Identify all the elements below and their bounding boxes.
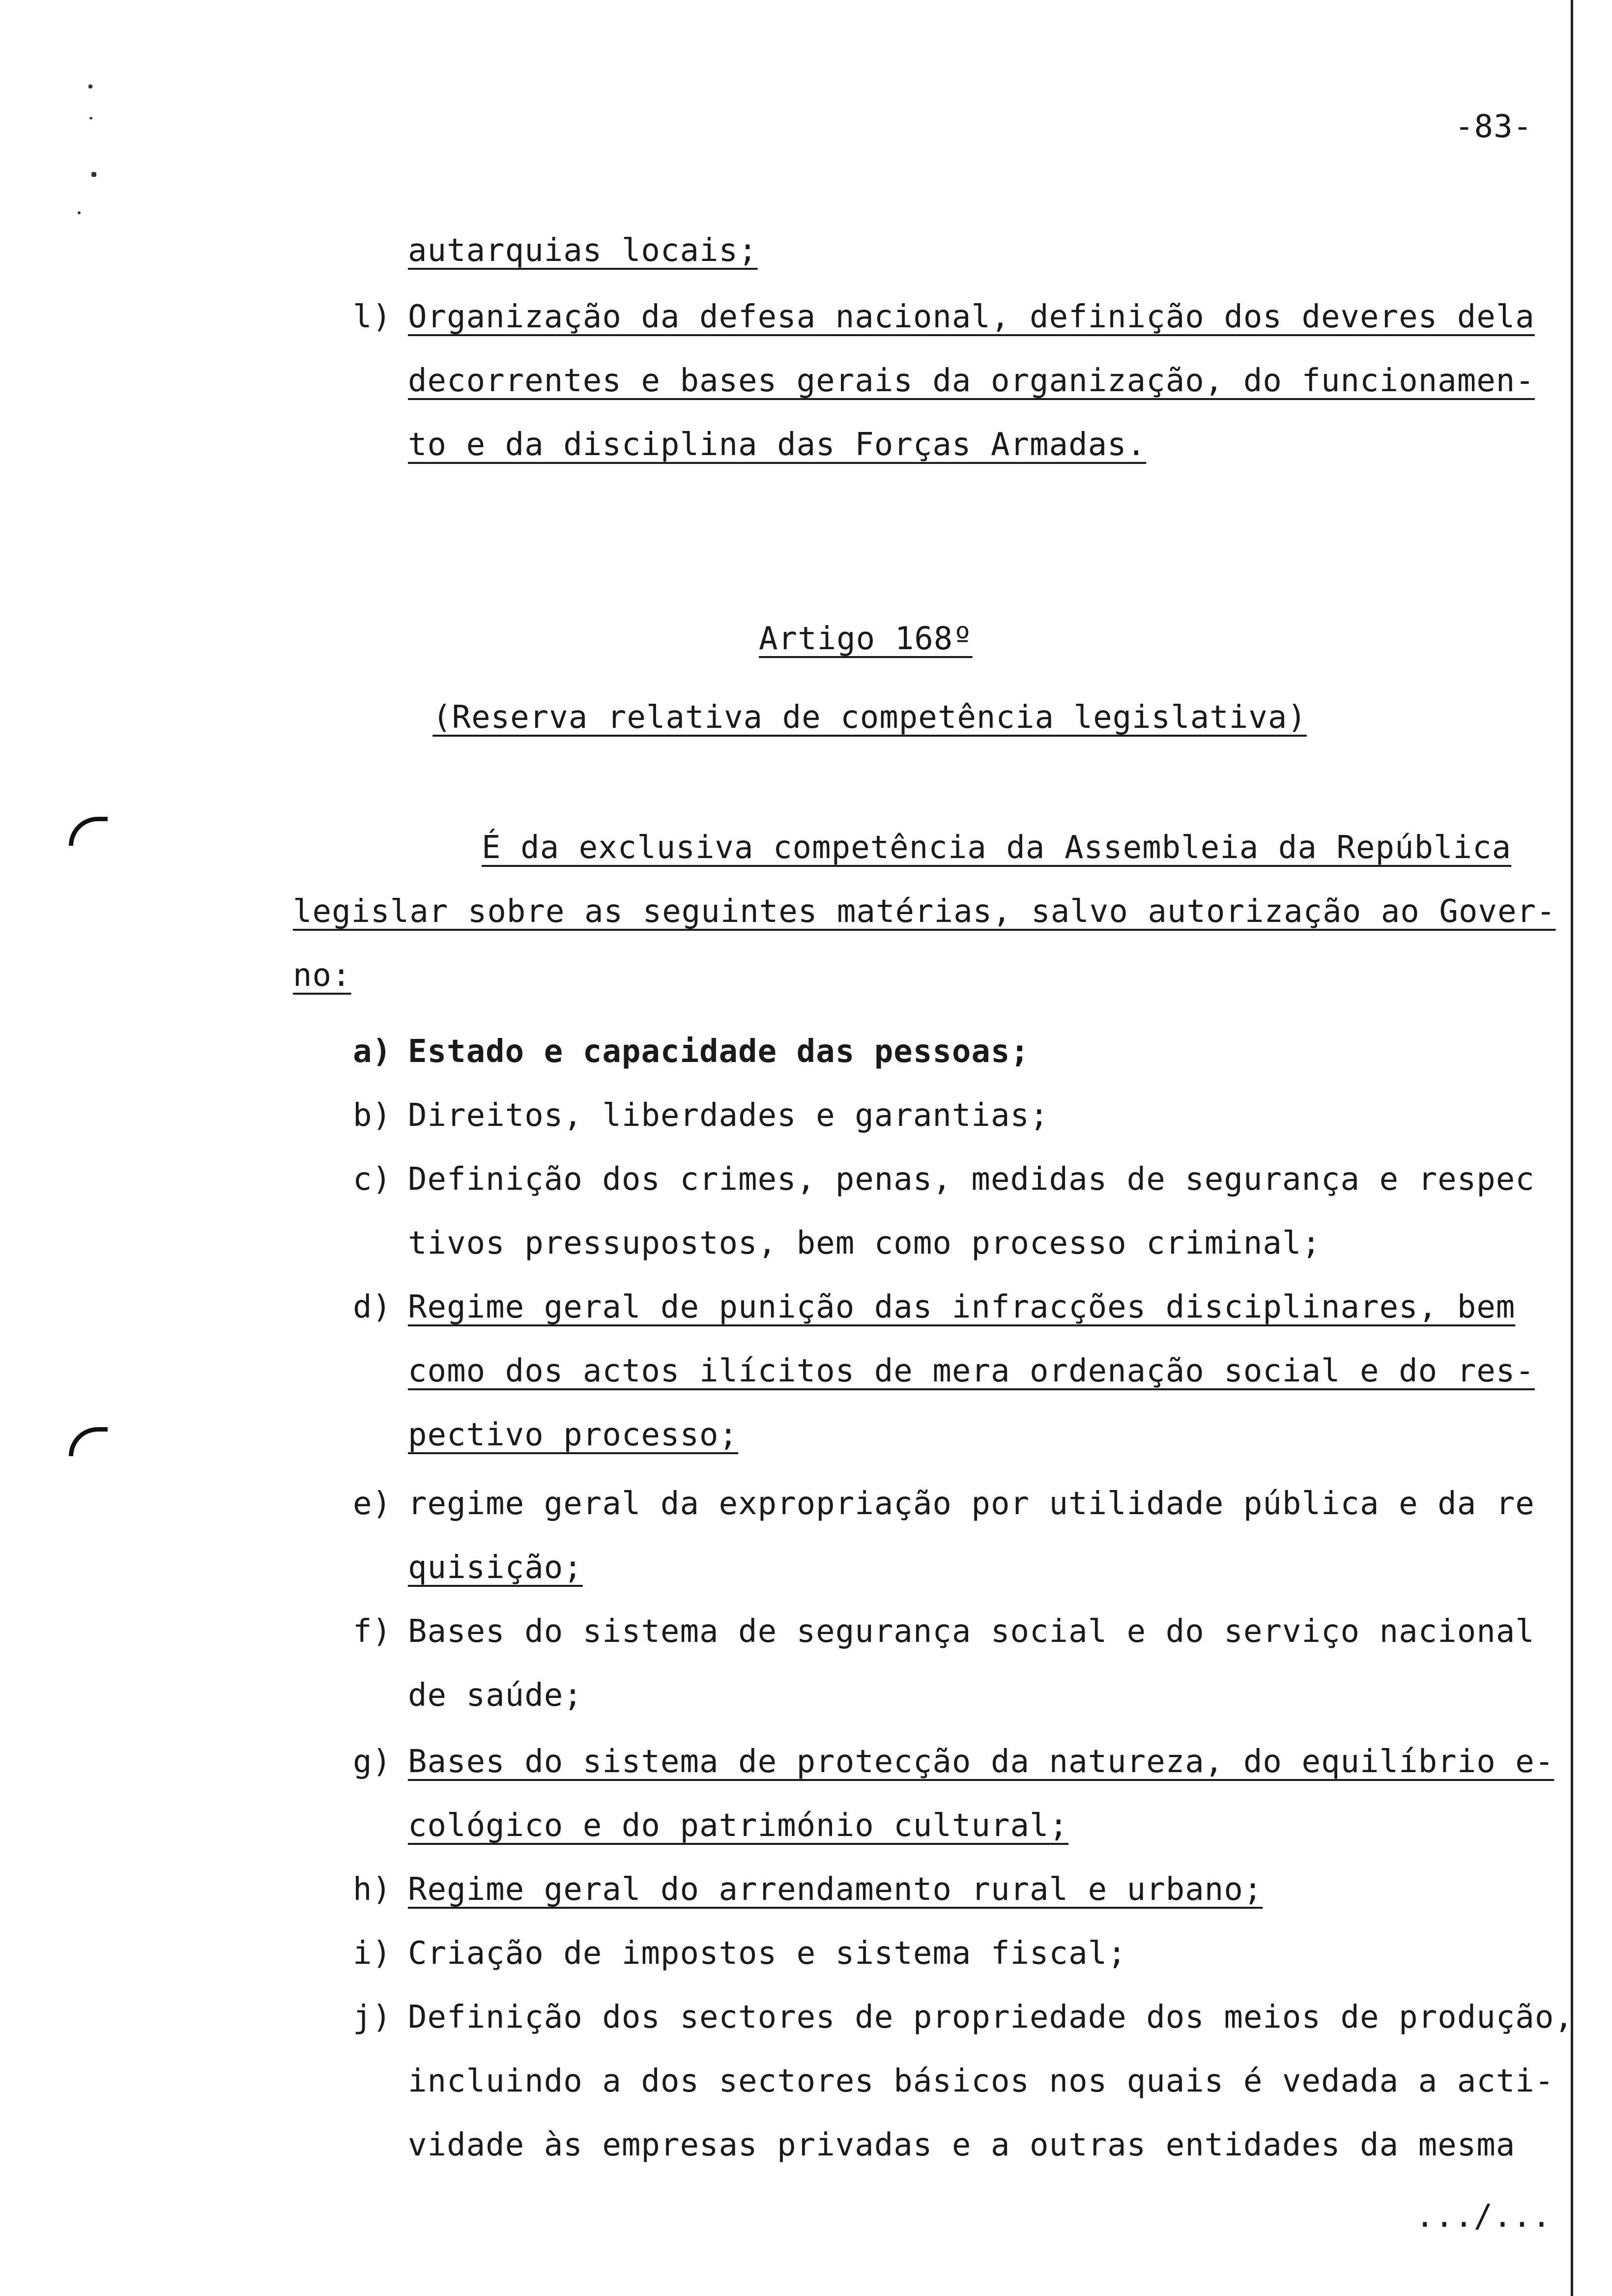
item-letter: g) <box>353 1744 392 1780</box>
item-g-line: cológico e do património cultural; <box>408 1808 1069 1844</box>
item-k-tail: autarquias locais; <box>408 232 758 269</box>
margin-bracket-mark <box>69 1427 108 1456</box>
right-margin-rule <box>1571 0 1573 2296</box>
item-letter: b) <box>353 1097 392 1134</box>
margin-speck <box>88 85 92 88</box>
item-e-line: regime geral da expropriação por utilidade pública e da re <box>408 1486 1535 1522</box>
intro-line: no: <box>293 957 351 994</box>
margin-speck <box>78 211 81 214</box>
article-title: Artigo 168º <box>759 621 973 657</box>
item-letter: d) <box>353 1289 392 1325</box>
continuation-mark: .../... <box>1415 2198 1552 2235</box>
item-j-line: Definição dos sectores de propriedade dos meios de produção, <box>408 1999 1574 2036</box>
item-letter: i) <box>353 1935 392 1972</box>
item-f-line: Bases do sistema de segurança social e do serviço nacional <box>408 1613 1535 1650</box>
intro-line: legislar sobre as seguintes matérias, salvo autorização ao Gover- <box>293 893 1556 930</box>
item-letter: j) <box>353 1999 392 2036</box>
item-l-line: decorrentes e bases gerais da organização, do funcionamen- <box>408 363 1535 399</box>
margin-speck <box>89 117 92 119</box>
item-d-line: Regime geral de punição das infracções disciplinares, bem <box>408 1289 1516 1325</box>
item-b-line: Direitos, liberdades e garantias; <box>408 1097 1049 1134</box>
item-letter: c) <box>353 1161 392 1198</box>
margin-bracket-mark <box>69 817 108 846</box>
item-letter: a) <box>353 1033 392 1070</box>
item-j-line: incluindo a dos sectores básicos nos quais é vedada a acti- <box>408 2063 1554 2099</box>
item-c-line: Definição dos crimes, penas, medidas de segurança e respec <box>408 1161 1535 1198</box>
margin-speck <box>91 172 96 177</box>
item-d-line: como dos actos ilícitos de mera ordenação social e do res- <box>408 1353 1535 1389</box>
item-l-line: Organização da defesa nacional, definição dos deveres dela <box>408 299 1535 335</box>
item-l-line: to e da disciplina das Forças Armadas. <box>408 427 1147 463</box>
item-letter: l) <box>353 299 392 335</box>
page-number: -83- <box>1455 109 1533 145</box>
item-letter: h) <box>353 1871 392 1908</box>
item-i-line: Criação de impostos e sistema fiscal; <box>408 1935 1127 1972</box>
item-a-line: Estado e capacidade das pessoas; <box>408 1033 1030 1070</box>
item-d-line: pectivo processo; <box>408 1417 739 1453</box>
article-subtitle: (Reserva relativa de competência legislativa) <box>432 699 1307 736</box>
item-h-line: Regime geral do arrendamento rural e urbano; <box>408 1871 1263 1908</box>
item-g-line: Bases do sistema de protecção da natureza, do equilíbrio e- <box>408 1744 1554 1780</box>
item-letter: e) <box>353 1486 392 1522</box>
item-f-line: de saúde; <box>408 1677 583 1714</box>
item-letter: f) <box>353 1613 392 1650</box>
intro-line: É da exclusiva competência da Assembleia da República <box>482 830 1512 866</box>
item-e-line: quisição; <box>408 1550 583 1586</box>
item-c-line: tivos pressupostos, bem como processo criminal; <box>408 1225 1321 1262</box>
item-j-line: vidade às empresas privadas e a outras entidades da mesma <box>408 2127 1516 2163</box>
